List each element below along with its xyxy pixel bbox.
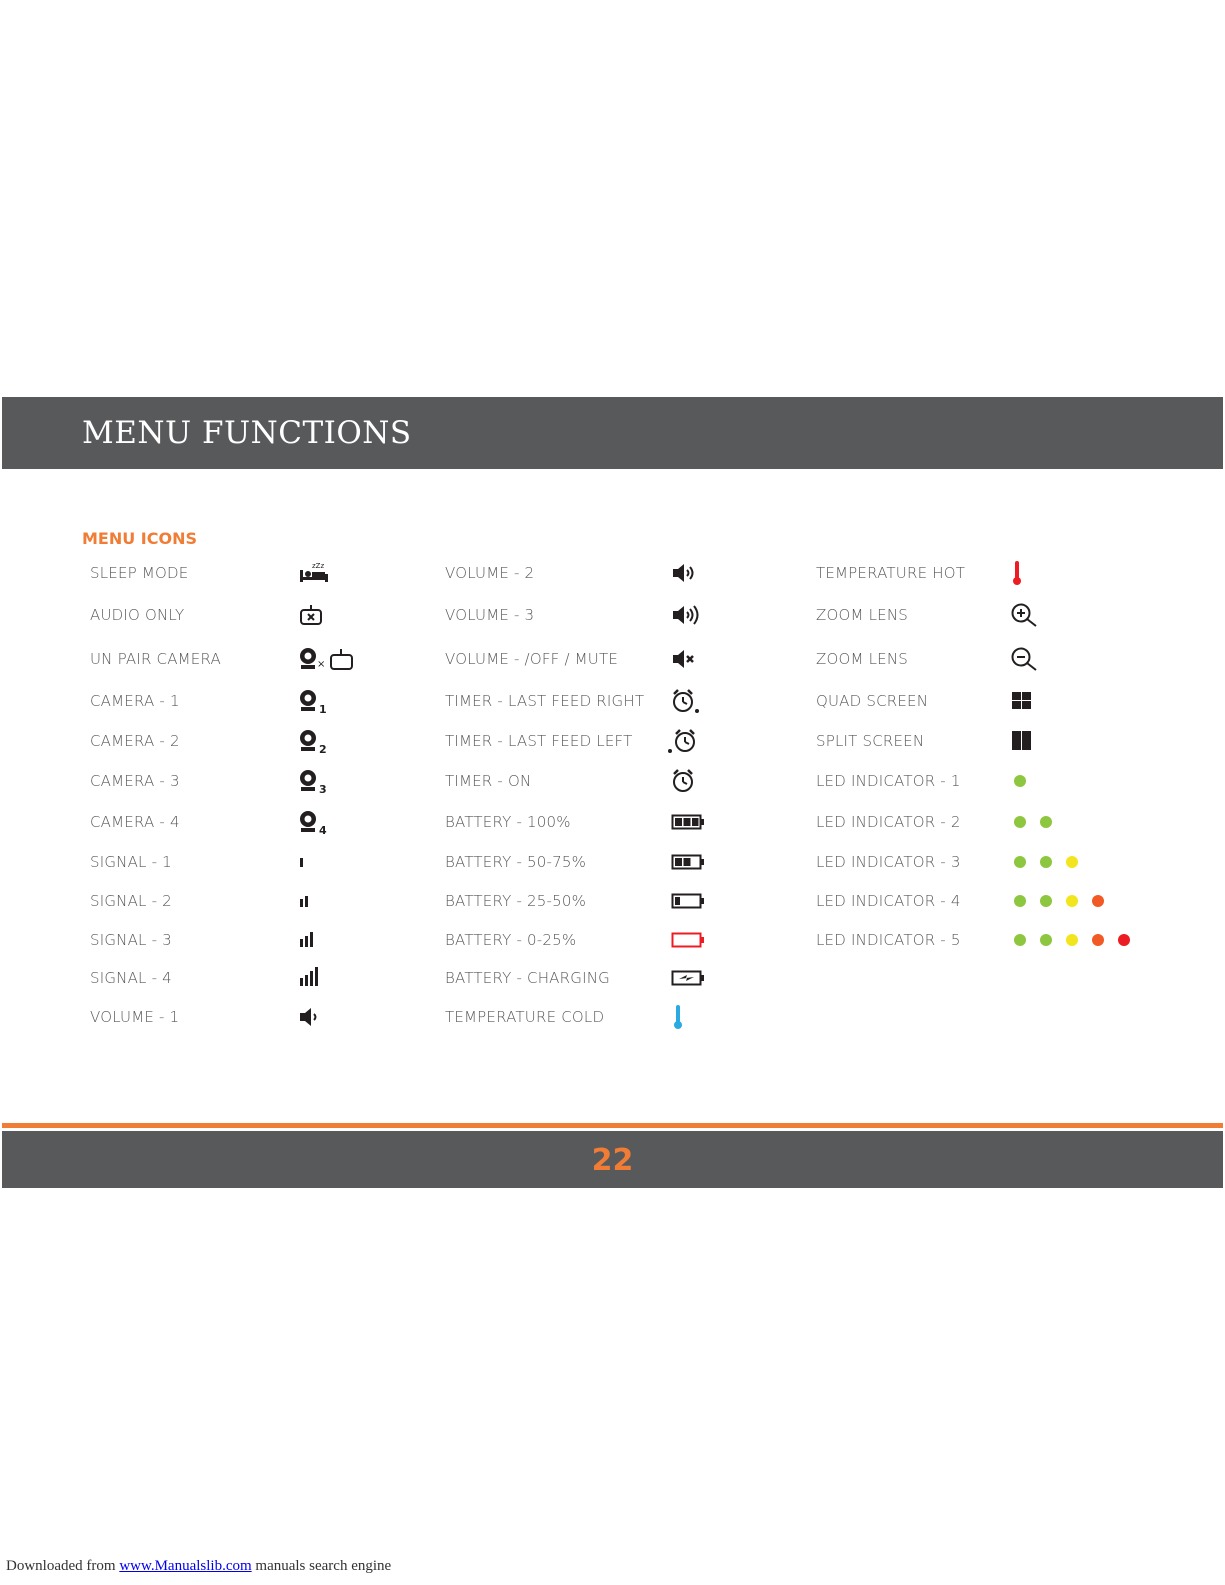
signal-3-icon	[298, 927, 320, 953]
battery-charging-icon	[671, 965, 705, 991]
item-label: BATTERY - 25-50%	[445, 892, 587, 910]
item-label: TIMER - LAST FEED LEFT	[445, 732, 633, 750]
item-label: CAMERA - 3	[90, 772, 180, 790]
led-indicator-3-icon	[1014, 849, 1092, 875]
item-label: AUDIO ONLY	[90, 606, 185, 624]
item-label: ZOOM LENS	[816, 650, 908, 668]
item-label: SPLIT SCREEN	[816, 732, 925, 750]
download-prefix: Downloaded from	[6, 1558, 116, 1574]
signal-1-icon	[298, 849, 320, 875]
led-red-icon	[1118, 934, 1130, 946]
section-title: MENU ICONS	[82, 529, 198, 548]
item-label: SIGNAL - 2	[90, 892, 172, 910]
mute-icon	[671, 646, 699, 672]
camera-3-icon	[298, 768, 330, 794]
led-indicator-1-icon	[1014, 768, 1040, 794]
volume-3-icon	[671, 602, 703, 628]
svg-text:3: 3	[319, 783, 327, 794]
svg-text:2: 2	[319, 743, 327, 754]
quad-screen-icon	[1011, 688, 1033, 714]
zoom-out-icon	[1010, 646, 1040, 672]
camera-1-icon	[298, 688, 330, 714]
item-label: LED INDICATOR - 3	[816, 853, 961, 871]
camera-4-icon	[298, 809, 330, 835]
led-green-icon	[1040, 934, 1052, 946]
led-indicator-4-icon	[1014, 888, 1118, 914]
page-number: 22	[591, 1143, 634, 1178]
unpair-camera-icon	[298, 646, 356, 672]
item-label: LED INDICATOR - 1	[816, 772, 961, 790]
item-label: BATTERY - 0-25%	[445, 931, 577, 949]
svg-text:zZz: zZz	[312, 562, 325, 570]
led-indicator-5-icon	[1014, 927, 1144, 953]
page-title: MENU FUNCTIONS	[82, 415, 412, 451]
item-label: UN PAIR CAMERA	[90, 650, 221, 668]
item-label: SIGNAL - 1	[90, 853, 172, 871]
zoom-in-icon	[1010, 602, 1040, 628]
item-label: CAMERA - 1	[90, 692, 180, 710]
led-green-icon	[1040, 895, 1052, 907]
download-note	[6, 1558, 391, 1575]
camera-2-icon	[298, 728, 330, 754]
svg-text:1: 1	[319, 703, 327, 714]
item-label: TIMER - ON	[445, 772, 532, 790]
battery-50-75-icon	[671, 849, 705, 875]
svg-text:×: ×	[317, 659, 326, 670]
led-green-icon	[1040, 816, 1052, 828]
item-label: SIGNAL - 3	[90, 931, 172, 949]
volume-1-icon	[298, 1004, 324, 1030]
battery-0-25-icon	[671, 927, 705, 953]
item-label: CAMERA - 2	[90, 732, 180, 750]
led-orange-icon	[1092, 934, 1104, 946]
item-label: SLEEP MODE	[90, 564, 189, 582]
item-label: VOLUME - 1	[90, 1008, 180, 1026]
split-screen-icon	[1011, 728, 1033, 754]
thermometer-hot-icon	[1010, 560, 1024, 586]
item-label: TEMPERATURE HOT	[816, 564, 966, 582]
signal-4-icon	[298, 965, 322, 991]
led-yellow-icon	[1066, 856, 1078, 868]
timer-left-icon	[667, 728, 699, 754]
item-label: CAMERA - 4	[90, 813, 180, 831]
item-label: ZOOM LENS	[816, 606, 908, 624]
item-label: VOLUME - /OFF / MUTE	[445, 650, 619, 668]
battery-25-50-icon	[671, 888, 705, 914]
led-green-icon	[1014, 934, 1026, 946]
item-label: VOLUME - 3	[445, 606, 535, 624]
signal-2-icon	[298, 888, 320, 914]
manualslib-link[interactable]: www.Manualslib.com	[119, 1558, 252, 1574]
led-indicator-2-icon	[1014, 809, 1066, 835]
led-orange-icon	[1092, 895, 1104, 907]
led-yellow-icon	[1066, 934, 1078, 946]
item-label: LED INDICATOR - 5	[816, 931, 961, 949]
item-label: TIMER - LAST FEED RIGHT	[445, 692, 645, 710]
footer-divider	[2, 1123, 1223, 1128]
led-green-icon	[1014, 775, 1026, 787]
item-label: LED INDICATOR - 4	[816, 892, 961, 910]
led-green-icon	[1014, 856, 1026, 868]
item-label: VOLUME - 2	[445, 564, 535, 582]
download-suffix: manuals search engine	[255, 1558, 392, 1574]
item-label: BATTERY - CHARGING	[445, 969, 610, 987]
led-yellow-icon	[1066, 895, 1078, 907]
timer-on-icon	[671, 768, 699, 794]
item-label: BATTERY - 50-75%	[445, 853, 587, 871]
audio-only-icon	[298, 602, 326, 628]
led-green-icon	[1014, 895, 1026, 907]
sleep-icon	[298, 560, 330, 586]
battery-100-icon	[671, 809, 705, 835]
led-green-icon	[1040, 856, 1052, 868]
item-label: SIGNAL - 4	[90, 969, 172, 987]
volume-2-icon	[671, 560, 699, 586]
led-green-icon	[1014, 816, 1026, 828]
item-label: TEMPERATURE COLD	[445, 1008, 605, 1026]
timer-right-icon	[671, 688, 703, 714]
item-label: LED INDICATOR - 2	[816, 813, 961, 831]
svg-text:4: 4	[319, 824, 327, 835]
item-label: QUAD SCREEN	[816, 692, 929, 710]
thermometer-cold-icon	[671, 1004, 685, 1030]
item-label: BATTERY - 100%	[445, 813, 571, 831]
